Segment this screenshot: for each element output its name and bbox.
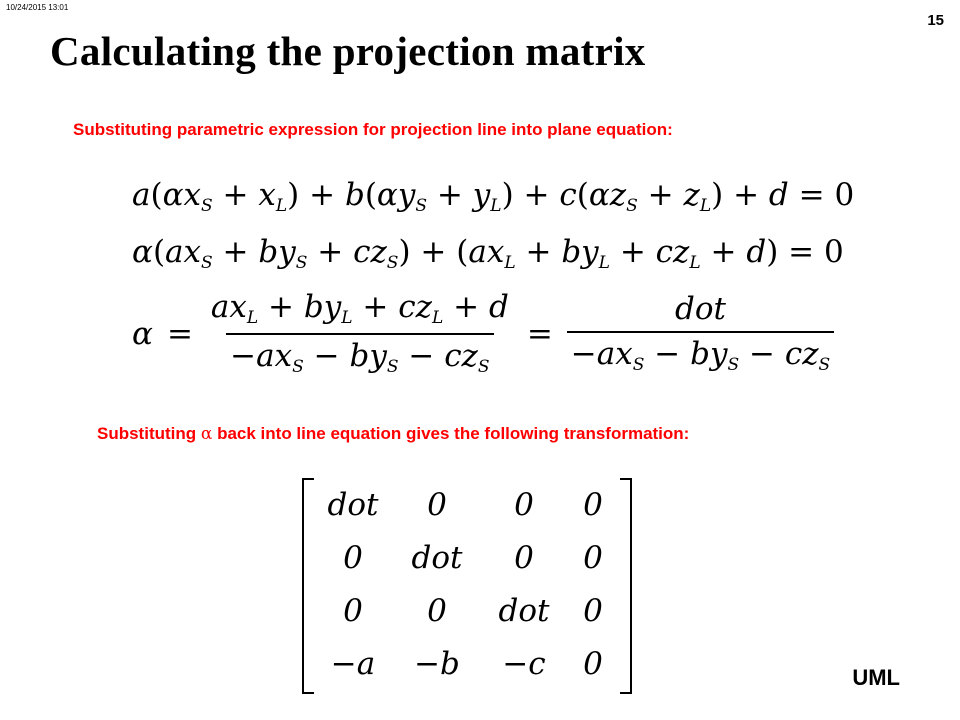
matrix-cell: 0 [514, 486, 534, 523]
matrix-cell: 0 [343, 592, 363, 629]
right-bracket [620, 478, 632, 694]
matrix-cell: −c [502, 645, 546, 682]
page-number: 15 [927, 12, 944, 29]
alpha-symbol-inline: α [200, 424, 213, 444]
matrix-cell: −a [330, 645, 376, 682]
equation-3: α = $\frac{ax_L + by_L + cz_L + d}{-ax_S - by_S - cz_S}$ = $\frac{\text{dot}}{-ax_S - by_S - cz_S}$ [132, 292, 834, 376]
matrix-cell: dot [411, 539, 463, 576]
matrix-cell: 0 [583, 592, 603, 629]
matrix-cell: 0 [583, 539, 603, 576]
uml-logo: UML [852, 665, 900, 690]
matrix-cell: 0 [427, 592, 447, 629]
fraction-2: $\frac{\text{dot}}{-ax_S - by_S - cz_S}$ [567, 294, 834, 374]
slide-title: Calculating the projection matrix [50, 28, 646, 74]
matrix-grid [314, 478, 620, 694]
fraction-1: $\frac{ax_L + by_L + cz_L + d}{-ax_S - by_S - cz_S}$ [210, 289, 509, 377]
alpha-symbol: α [132, 315, 153, 352]
matrix-cell: dot [498, 592, 550, 629]
equation-2: $\alpha(ax_S + by_S + cz_S) + (ax_L + by_L + cz_L + d) = 0$ [132, 234, 844, 273]
caption-back-substitution: Substituting α back into line equation gives the following transformation: [97, 424, 690, 444]
caption-plane-substitution: Substituting parametric expression for projection line into plane equation: [73, 120, 673, 139]
matrix-cell: dot [327, 486, 379, 523]
timestamp: 10/24/2015 13:01 [6, 3, 69, 12]
matrix-cell: −b [414, 645, 460, 682]
left-bracket [302, 478, 314, 694]
matrix-cell: 0 [427, 486, 447, 523]
matrix-cell: 0 [583, 486, 603, 523]
equation-1: $a(\alpha x_S + x_L) + b(\alpha y_S + y_L) + c(\alpha z_S + z_L) + d = 0$ [132, 177, 855, 216]
matrix-cell: 0 [514, 539, 534, 576]
matrix-cell: 0 [343, 539, 363, 576]
matrix-cell: 0 [583, 645, 603, 682]
projection-matrix [302, 478, 632, 694]
